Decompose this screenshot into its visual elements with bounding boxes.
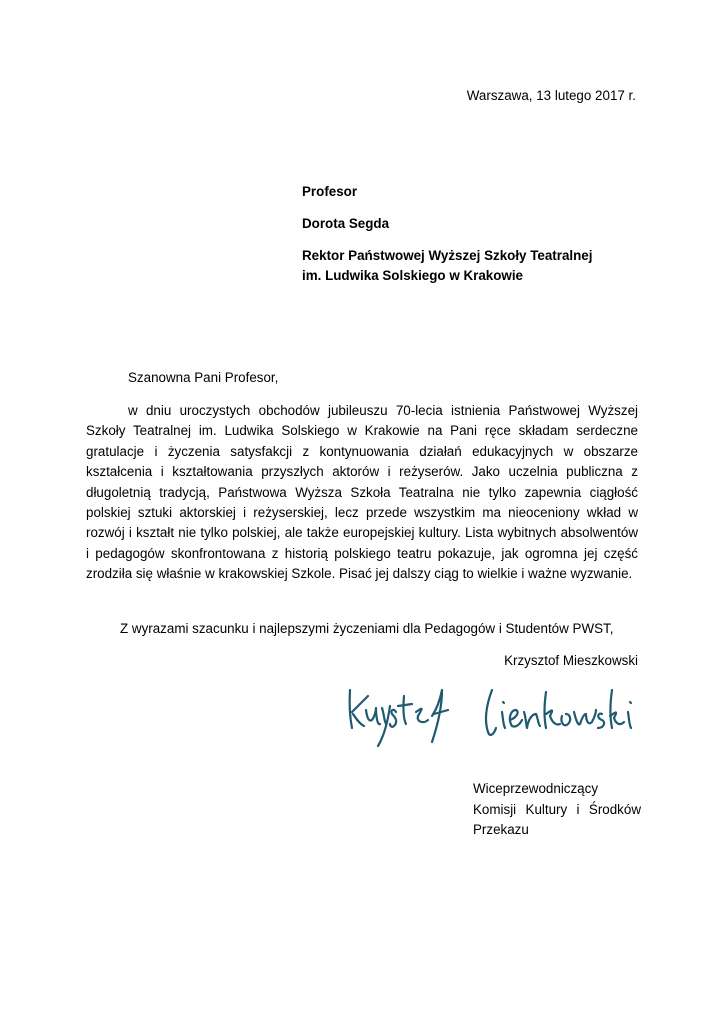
- author-name: Krzysztof Mieszkowski: [504, 653, 638, 668]
- salutation: Szanowna Pani Profesor,: [128, 370, 279, 385]
- letter-body: w dniu uroczystych obchodów jubileuszu 70-lecia istnienia Państwowej Wyższej Szkoły Teatralnej im. Ludwika Solskiego w Krakowie na Pani ręce składam serdeczne gratulacje i życzenia satysfakcji z kontynuowania działań edukacyjnych w obszarze kształcenia i kształtowania przyszłych aktorów i reżyserów. Jako uczelnia publiczna z długoletnią tradycją, Państwowa Wyższa Szkoła Teatralna nie tylko zapewnia ciągłość polskiej sztuki aktorskiej i reżyserskiej, lecz przede wszystkim ma nieoceniony wkład w rozwój i kształt nie tylko polskiej, ale także europejskiej kultury. Lista wybitnych absolwentów i pedagogów skonfrontowana z historią polskiego teatru pokazuje, jak ogromna jej część zrodziła się właśnie w krakowskiej Szkole. Pisać jej dalszy ciąg to wielkie i ważne wyzwanie.: [86, 403, 638, 582]
- recipient-role-line-1: Rektor Państwowej Wyższej Szkoły Teatralnej: [302, 248, 593, 263]
- author-position: Wiceprzewodniczący Komisji Kultury i Środków Przekazu: [473, 781, 641, 838]
- recipient-title: Profesor: [302, 184, 358, 199]
- letter-date: Warszawa, 13 lutego 2017 r.: [466, 88, 636, 103]
- recipient-role-line-2: im. Ludwika Solskiego w Krakowie: [302, 268, 524, 283]
- closing-line: Z wyrazami szacunku i najlepszymi życzeniami dla Pedagogów i Studentów PWST,: [120, 621, 614, 636]
- recipient-block: [302, 184, 642, 283]
- handwritten-signature: [340, 676, 640, 756]
- recipient-name: Dorota Segda: [302, 216, 390, 231]
